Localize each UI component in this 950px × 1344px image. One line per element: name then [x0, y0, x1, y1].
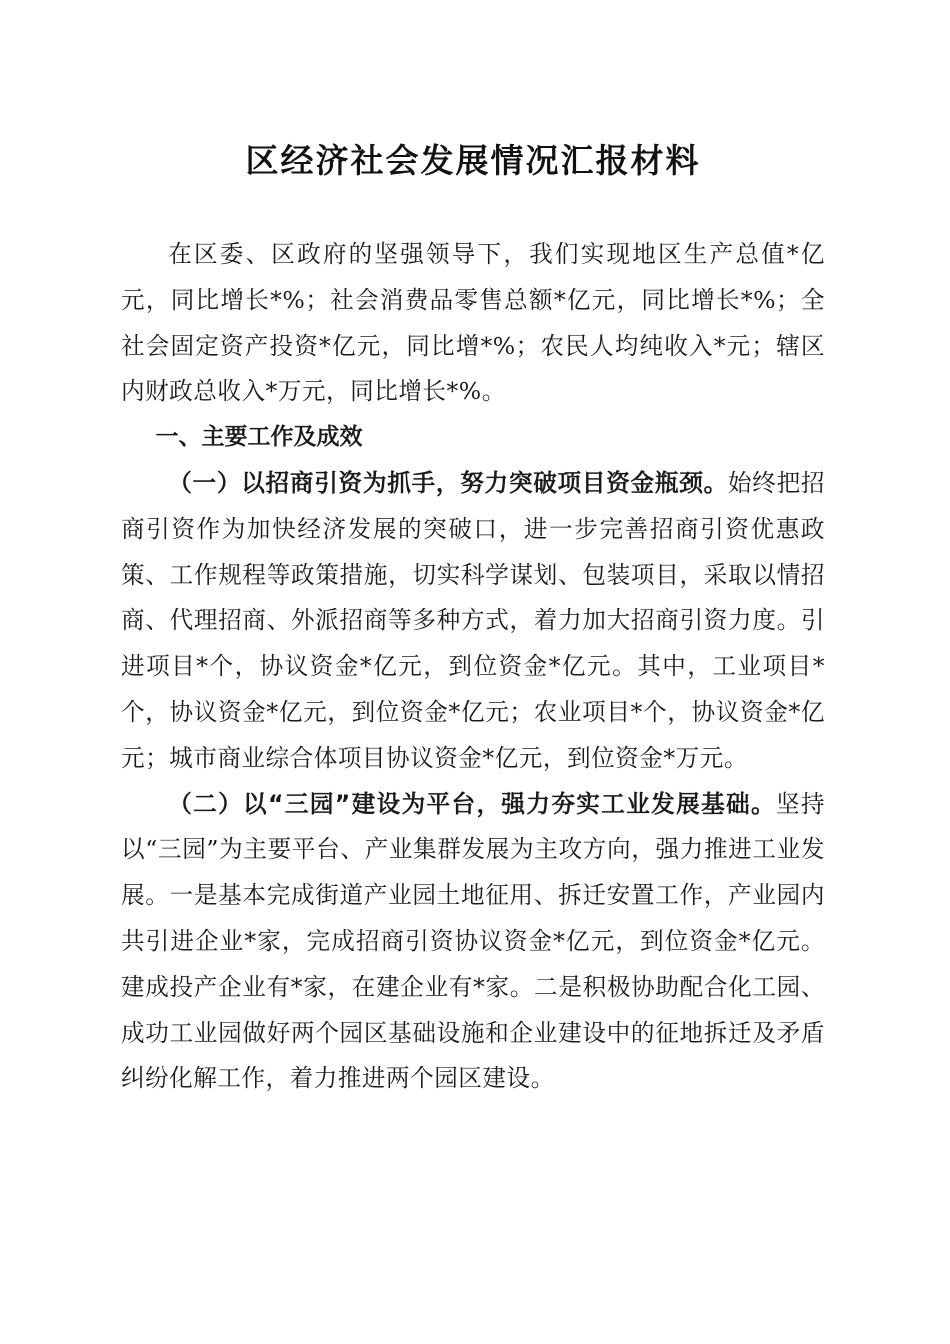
item-1-body: 始终把招商引资作为加快经济发展的突破口，进一步完善招商引资优惠政策、工作规程等政策措施，切实科学谋划、包装项目，采取以情招商、代理招商、外派招商等多种方式，着力加大招商引资力度。引进项目*个，协议资金*亿元，到位资金*亿元。其中，工业项目*个，协议资金*亿元，到位资金*亿元；农业项目*个，协议资金*亿元；城市商业综合体项目协议资金*亿元，到位资金*万元。 [121, 468, 826, 772]
paragraph-item-1 [121, 461, 825, 782]
item-1-lead: （一）以招商引资为抓手，努力突破项目资金瓶颈。 [168, 468, 728, 497]
item-2-body: 坚持以“三园”为主要平台、产业集群发展为主攻方向，强力推进工业发展。一是基本完成街道产业园土地征用、拆迁安置工作，产业园内共引进企业*家，完成招商引资协议资金*亿元，到位资金*亿元。建成投产企业有*家，在建企业有*家。二是积极协助配合化工园、成功工业园做好两个园区基础设施和企业建设中的征地拆迁及矛盾纠纷化解工作，着力推进两个园区建设。 [121, 789, 826, 1093]
document-page [121, 138, 825, 1102]
intro-paragraph: 在区委、区政府的坚强领导下，我们实现地区生产总值*亿元，同比增长*%；社会消费品零售总额*亿元，同比增长*%；全社会固定资产投资*亿元，同比增*%；农民人均纯收入*元；辖区内财政总收入*万元，同比增长*%。 [121, 240, 825, 406]
section-heading-1: 一、主要工作及成效 [155, 424, 363, 451]
document-title: 区经济社会发展情况汇报材料 [245, 141, 701, 180]
item-2-lead: （二）以“三园”建设为平台，强力夯实工业发展基础。 [168, 789, 776, 818]
paragraph-item-2 [121, 782, 825, 1103]
